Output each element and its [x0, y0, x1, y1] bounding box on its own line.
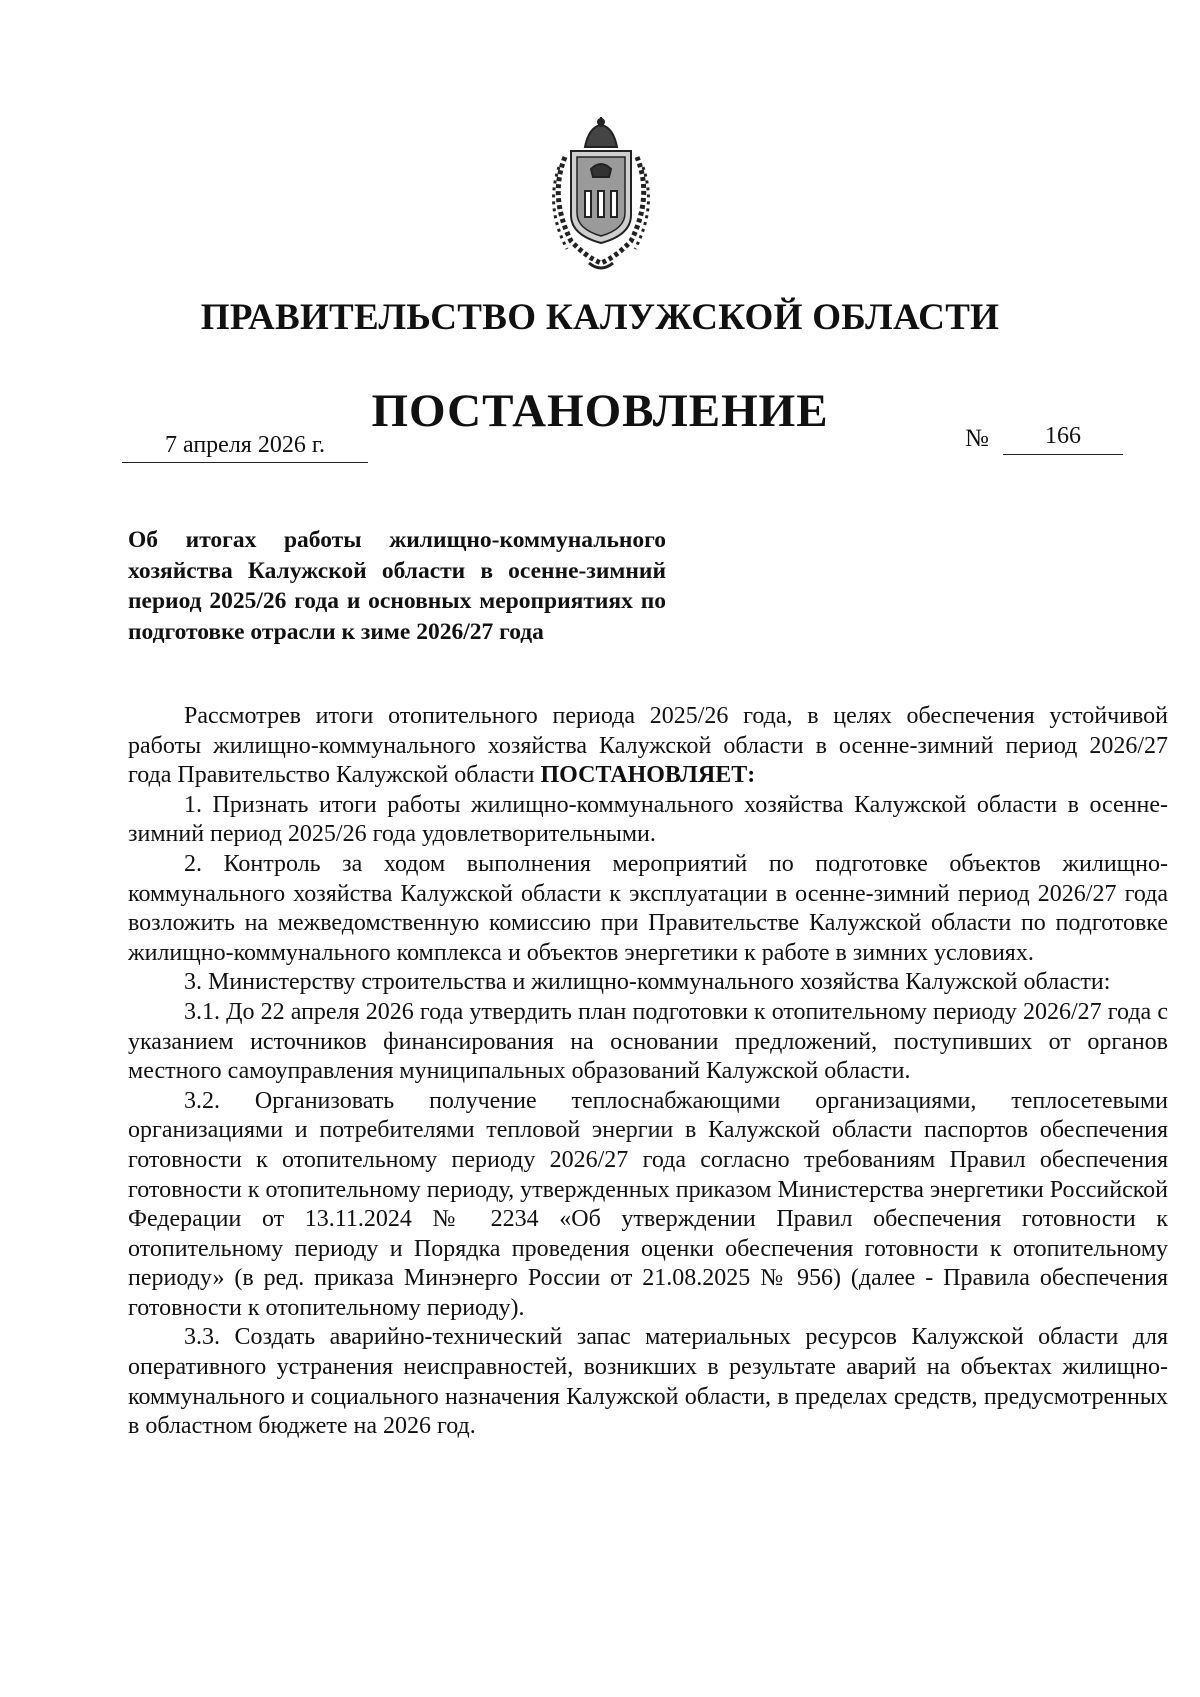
item-3-2: 3.2. Организовать получение теплоснабжающими организациями, теплосетевыми организациями и потребителями тепловой энергии в Калужской области паспортов обеспечения готовности к отопительному периоду 2026/27 года согласно требованиям Правил обеспечения готовности к отопительному периоду, утвержденных приказом Министерства энергетики Российской Федерации от 13.11.2024 № 2234 «Об утверждении Правил обеспечения готовности к отопительному периоду и Порядка проведения оценки обеспечения готовности к отопительному периоду» (в ред. приказа Минэнерго России от 21.08.2025 № 956) (далее - Правила обеспечения готовности к отопительному периоду).	[128, 1087, 1169, 1321]
document-subject: Об итогах работы жилищно-коммунального хозяйства Калужской области в осенне-зимний период 2025/26 года и основных мероприятиях по подготовке отрасли к зиме 2026/27 года	[128, 527, 666, 645]
preamble-paragraph	[128, 702, 1168, 791]
item-3: 3. Министерству строительства и жилищно-коммунального хозяйства Калужской области:	[184, 969, 1111, 996]
organization-title: ПРАВИТЕЛЬСТВО КАЛУЖСКОЙ ОБЛАСТИ	[200, 297, 1000, 338]
item-3-1: 3.1. До 22 апреля 2026 года утвердить план подготовки к отопительному периоду 2026/27 года с указанием источников финансирования на основании предложений, поступивших от органов местного самоуправления муниципальных образований Калужской области.	[128, 998, 1168, 1085]
document-number: 166	[1003, 423, 1123, 455]
document-date: 7 апреля 2026 г.	[122, 432, 368, 463]
item-2: 2. Контроль за ходом выполнения мероприятий по подготовке объектов жилищно-коммунального хозяйства Калужской области к эксплуатации в осенне-зимний период 2026/27 года возложить на межведомственную комиссию при Правительстве Калужской области по подготовке жилищно-коммунального комплекса и объектов энергетики к работе в зимних условиях.	[128, 850, 1168, 966]
decree-keyword: ПОСТАНОВЛЯЕТ:	[540, 762, 756, 789]
document-type-title: ПОСТАНОВЛЕНИЕ	[371, 385, 829, 437]
preamble-text: Рассмотрев итоги отопительного периода 2025/26 года, в целях обеспечения устойчивой работы жилищно-коммунального хозяйства Калужской области в осенне-зимний период 2026/27 года Правительство Калужской области	[128, 703, 1168, 789]
document-body	[128, 702, 1168, 1442]
item-1: 1. Признать итоги работы жилищно-коммунального хозяйства Калужской области в осенне-зимний период 2025/26 года удовлетворительными.	[128, 791, 1168, 848]
coat-of-arms-emblem	[541, 117, 661, 273]
number-sign: №	[965, 425, 989, 452]
item-3-3: 3.3. Создать аварийно-технический запас материальных ресурсов Калужской области для оперативного устранения неисправностей, возникших в результате аварий на объектах жилищно-коммунального и социального назначения Калужской области, в пределах средств, предусмотренных в областном бюджете на 2026 год.	[128, 1324, 1168, 1440]
